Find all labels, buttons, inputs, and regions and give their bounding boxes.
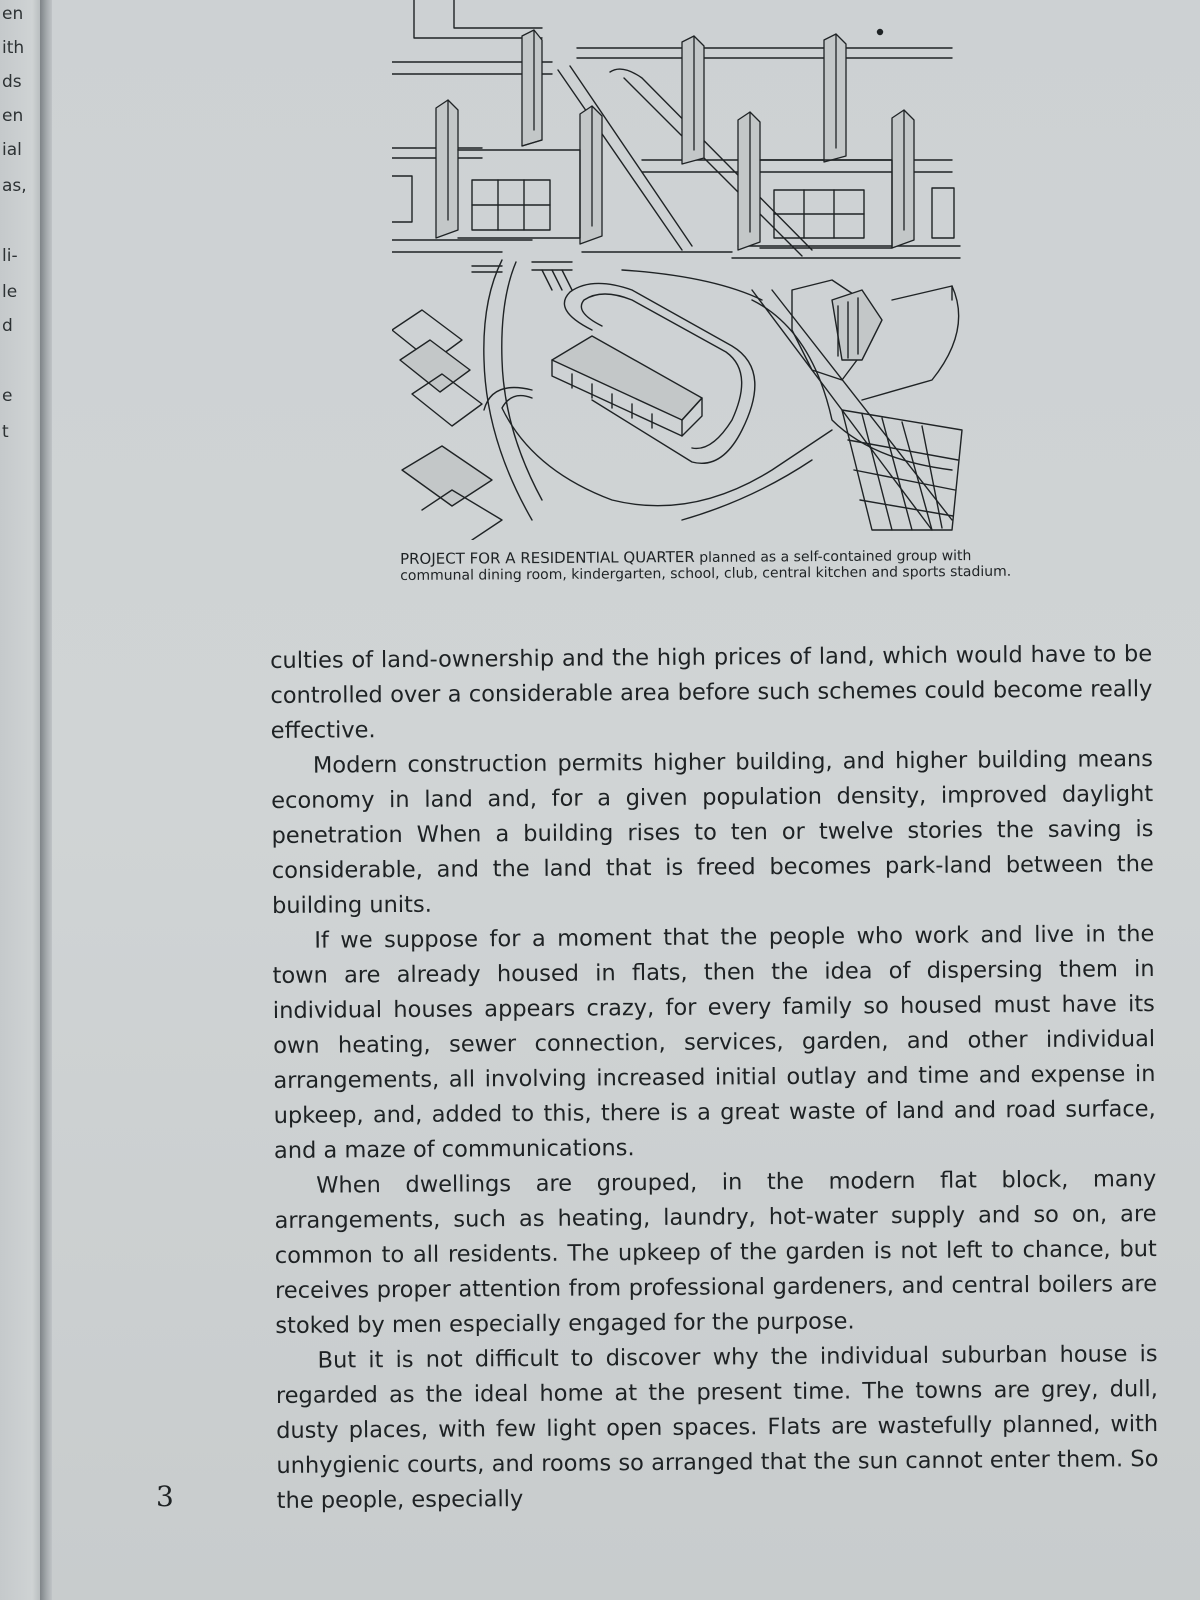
paragraph: If we suppose for a moment that the people who work and live in the town are already housed in flats, then the idea of dispersing them in individual houses appears crazy, for every family so housed must have its own heating, sewer connection, services, garden, and other individual arrangements, all involving increased initial outlay and time and expense in upkeep, and, added to this, there is a great waste of land and road surface, and a maze of communications. [272,921,1156,1164]
residential-quarter-drawing [392,0,1032,540]
prev-page-fragment: as, [2,176,27,196]
body-text [270,637,1159,1519]
caption-lead: PROJECT FOR A RESIDENTIAL QUARTER [399,547,695,568]
prev-page-fragment: en [2,4,24,24]
prev-page-fragment: le [2,282,18,302]
prev-page-fragment: e [2,386,13,406]
prev-page-fragment: li- [2,246,18,266]
prev-page-fragment: ds [2,72,22,92]
paragraph: But it is not difficult to discover why the individual suburban house is regarded as the ideal home at the present time. The towns are grey, dull, dusty places, with few light open spaces. Flats are wastefully planned, with unhygienic courts, and rooms so arranged that the sun cannot enter them. So the people, especially [275,1341,1159,1514]
book-page [52,0,1200,1600]
page-number: 3 [156,1480,174,1513]
prev-page-fragment: d [2,316,13,336]
prev-page-fragment: ial [2,140,22,160]
prev-page-fragment: en [2,106,24,126]
paragraph: Modern construction permits higher building, and higher building means economy in land and, for a given population density, improved daylight penetration When a building rises to ten or twelve stories the saving is considerable, and the land that is freed becomes park-land between the building units. [271,746,1154,919]
paragraph: When dwellings are grouped, in the modern flat block, many arrangements, such as heating, laundry, hot-water supply and so on, are common to all residents. The upkeep of the garden is not left to chance, but receives proper attention from professional gardeners, and central boilers are stoked by men especially engaged for the purpose. [274,1166,1158,1339]
prev-page-fragment: ith [2,38,25,58]
paragraph: culties of land-ownership and the high prices of land, which would have to be controlled over a considerable area before such schemes could become really effective. [270,641,1153,744]
figure-caption [400,547,1040,584]
caption-text: planned as a self-contained group with communal dining room, kindergarten, school, club, central kitchen and sports stadium. [400,548,1012,584]
prev-page-fragment: t [2,422,9,442]
